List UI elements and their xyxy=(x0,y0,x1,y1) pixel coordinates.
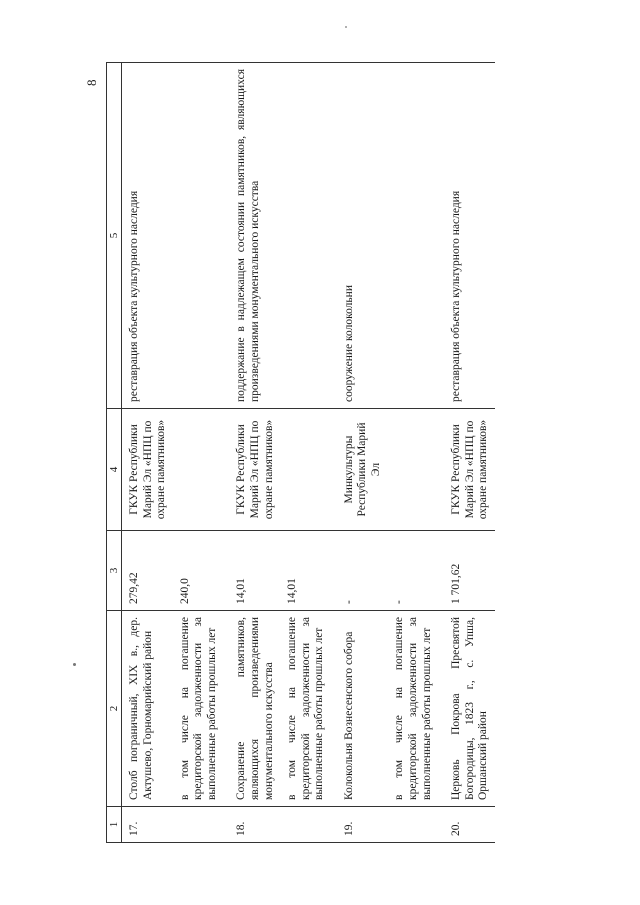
purpose-cell: поддержание в надлежащем состоянии памятников, являющихся произведениями монументального искусства xyxy=(229,63,280,409)
table-row xyxy=(229,63,280,843)
header-row xyxy=(107,63,122,843)
table-row xyxy=(337,63,388,843)
scan-speck xyxy=(345,26,347,28)
rotated-table-wrapper xyxy=(106,63,536,843)
object-name: Церковь Покрова Пресвятой Богородицы, 1823 г., с. Упша, Оршанский район xyxy=(444,611,495,807)
row-number: 18. xyxy=(229,807,280,843)
budget-table xyxy=(106,62,495,843)
agency-cell: ГКУК Республики Марий Эл «НПЦ по охране памятников» xyxy=(122,409,173,531)
table-subrow xyxy=(280,63,337,843)
table-subrow xyxy=(387,63,444,843)
table-subrow xyxy=(173,63,230,843)
purpose-cell: сооружение колокольни xyxy=(337,63,388,409)
subrow-text: в том числе на погашение кредиторской задолженности за выполненные работы прошлых лет xyxy=(280,611,337,807)
row-number: 20. xyxy=(444,807,495,843)
agency-cell: ГКУК Республики Марий Эл «НПЦ по охране памятников» xyxy=(229,409,280,531)
table-row xyxy=(122,63,173,843)
scan-speck xyxy=(73,663,76,666)
amount-cell: 1 701,62 xyxy=(444,531,495,611)
object-name: Сохранение памятников, являющихся произведениями монументального искусства xyxy=(229,611,280,807)
purpose-cell: реставрация объекта культурного наследия xyxy=(444,63,495,409)
amount-cell: 14,01 xyxy=(229,531,280,611)
amount-cell: - xyxy=(337,531,388,611)
object-name: Столб пограничный, XIX в., дер. Актушево, Горномарийский район xyxy=(122,611,173,807)
column-header: 2 xyxy=(107,611,122,807)
column-header: 1 xyxy=(107,807,122,843)
table-row xyxy=(444,63,495,843)
column-header: 4 xyxy=(107,409,122,531)
column-header: 5 xyxy=(107,63,122,409)
agency-cell: Минкультуры Республики Марий Эл xyxy=(337,409,388,531)
amount-cell: 279,42 xyxy=(122,531,173,611)
page-number: 8 xyxy=(84,79,99,86)
subrow-amount: - xyxy=(387,531,444,611)
purpose-cell: реставрация объекта культурного наследия xyxy=(122,63,173,409)
row-number: 19. xyxy=(337,807,388,843)
row-number: 17. xyxy=(122,807,173,843)
object-name: Колокольня Вознесенского собора xyxy=(337,611,388,807)
subrow-text: в том числе на погашение кредиторской задолженности за выполненные работы прошлых лет xyxy=(173,611,230,807)
subrow-amount: 14,01 xyxy=(280,531,337,611)
agency-cell: ГКУК Республики Марий Эл «НПЦ по охране памятников» xyxy=(444,409,495,531)
column-header: 3 xyxy=(107,531,122,611)
subrow-amount: 240,0 xyxy=(173,531,230,611)
subrow-text: в том числе на погашение кредиторской задолженности за выполненные работы прошлых лет xyxy=(387,611,444,807)
